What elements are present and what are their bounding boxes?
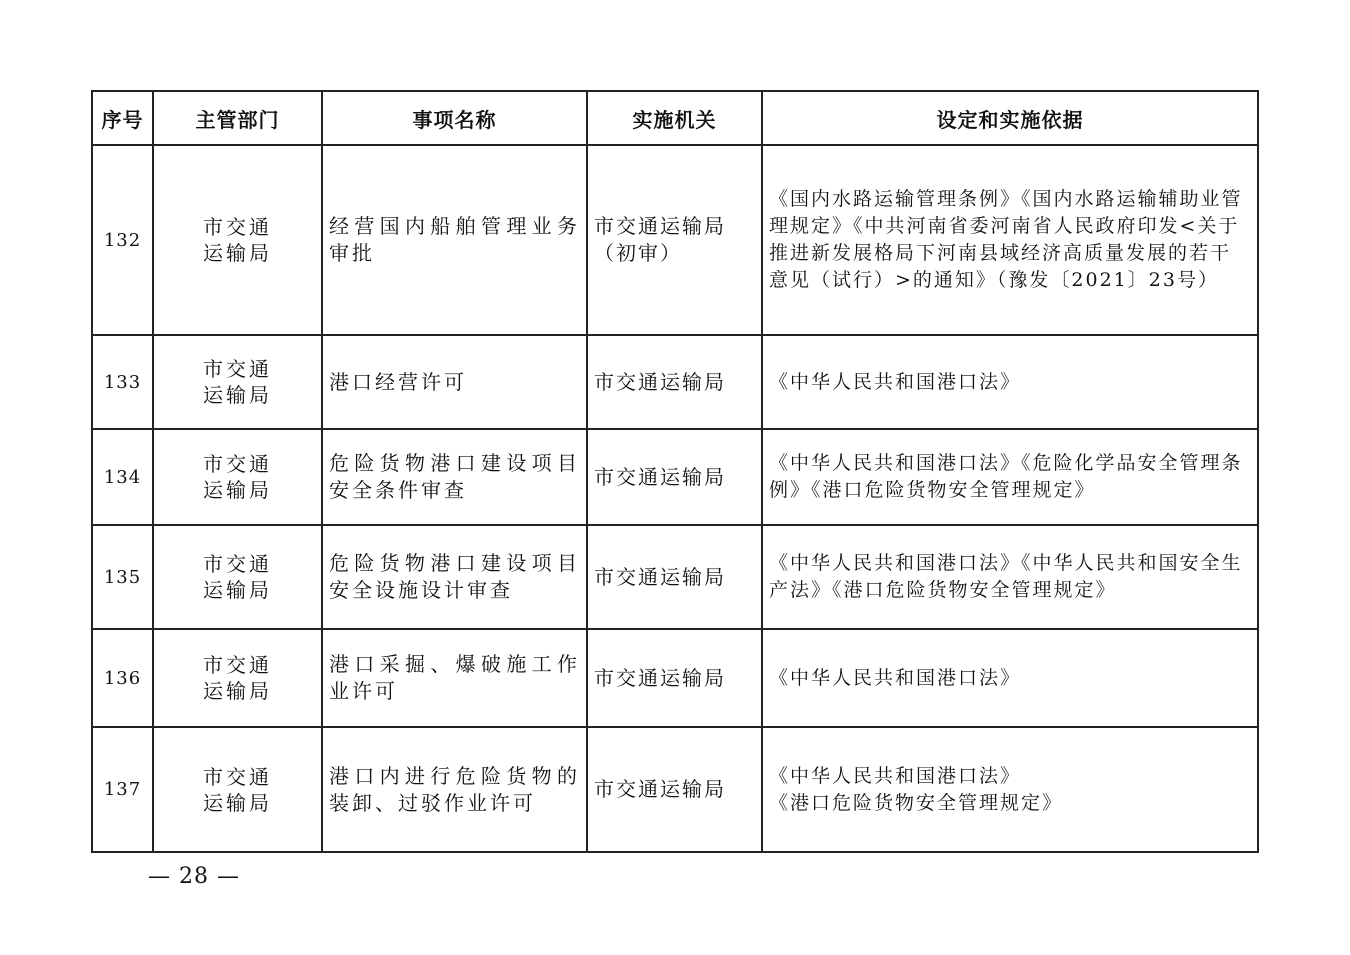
row-basis: 《国内水路运输管理条例》《国内水路运输辅助业管理规定》《中共河南省委河南省人民政府印发<关于推进新发展格局下河南县域经济高质量发展的若干意见（试行）>的通知》（豫发〔2021〕23号） [762,145,1258,335]
dept-line: 市交通 [203,452,272,476]
table-row [92,629,1258,727]
row-agency: 市交通运输局 [587,429,762,525]
dept-line: 运输局 [203,241,272,265]
table-row [92,335,1258,429]
table-row [92,525,1258,629]
table-row [92,145,1258,335]
header-basis: 设定和实施依据 [762,91,1258,145]
row-item: 港口采掘、爆破施工作业许可 [322,629,587,727]
dept-line: 运输局 [203,578,272,602]
row-agency: 市交通运输局 [587,525,762,629]
dept-line: 市交通 [203,653,272,677]
row-item: 港口内进行危险货物的装卸、过驳作业许可 [322,727,587,852]
dept-line: 市交通 [203,764,272,789]
row-dept [153,629,322,727]
dept-line: 运输局 [203,478,272,502]
dept-line: 市交通 [203,552,272,576]
row-basis: 《中华人民共和国港口法》《危险化学品安全管理条例》《港口危险货物安全管理规定》 [762,429,1258,525]
row-dept [153,145,322,335]
admin-items-table-container [91,90,1257,853]
basis-line: 《中华人民共和国港口法》 [769,764,1022,787]
row-basis: 《中华人民共和国港口法》《中华人民共和国安全生产法》《港口危险货物安全管理规定》 [762,525,1258,629]
dept-line: 运输局 [203,790,272,815]
row-agency: 市交通运输局 [587,727,762,852]
table-row [92,727,1258,852]
dept-line: 市交通 [203,215,272,239]
header-agency: 实施机关 [587,91,762,145]
row-agency: 市交通运输局（初审） [587,145,762,335]
header-item: 事项名称 [322,91,587,145]
row-basis: 《中华人民共和国港口法》 [762,629,1258,727]
row-basis [762,727,1258,852]
row-agency: 市交通运输局 [587,335,762,429]
row-item: 经营国内船舶管理业务审批 [322,145,587,335]
row-seq: 134 [92,429,153,525]
row-item: 危险货物港口建设项目安全设施设计审查 [322,525,587,629]
row-dept [153,727,322,852]
row-seq: 132 [92,145,153,335]
admin-items-table [91,90,1259,853]
row-agency: 市交通运输局 [587,629,762,727]
row-dept [153,335,322,429]
header-seq: 序号 [92,91,153,145]
row-dept [153,525,322,629]
row-seq: 137 [92,727,153,852]
header-dept: 主管部门 [153,91,322,145]
row-seq: 135 [92,525,153,629]
row-dept [153,429,322,525]
dept-line: 市交通 [203,357,272,381]
row-item: 港口经营许可 [322,335,587,429]
table-header-row [92,91,1258,145]
basis-line: 《港口危险货物安全管理规定》 [769,791,1064,814]
row-seq: 133 [92,335,153,429]
page-number: — 28 — [148,864,240,889]
row-seq: 136 [92,629,153,727]
row-item: 危险货物港口建设项目安全条件审查 [322,429,587,525]
dept-line: 运输局 [203,679,272,703]
table-row [92,429,1258,525]
row-basis: 《中华人民共和国港口法》 [762,335,1258,429]
dept-line: 运输局 [203,383,272,407]
